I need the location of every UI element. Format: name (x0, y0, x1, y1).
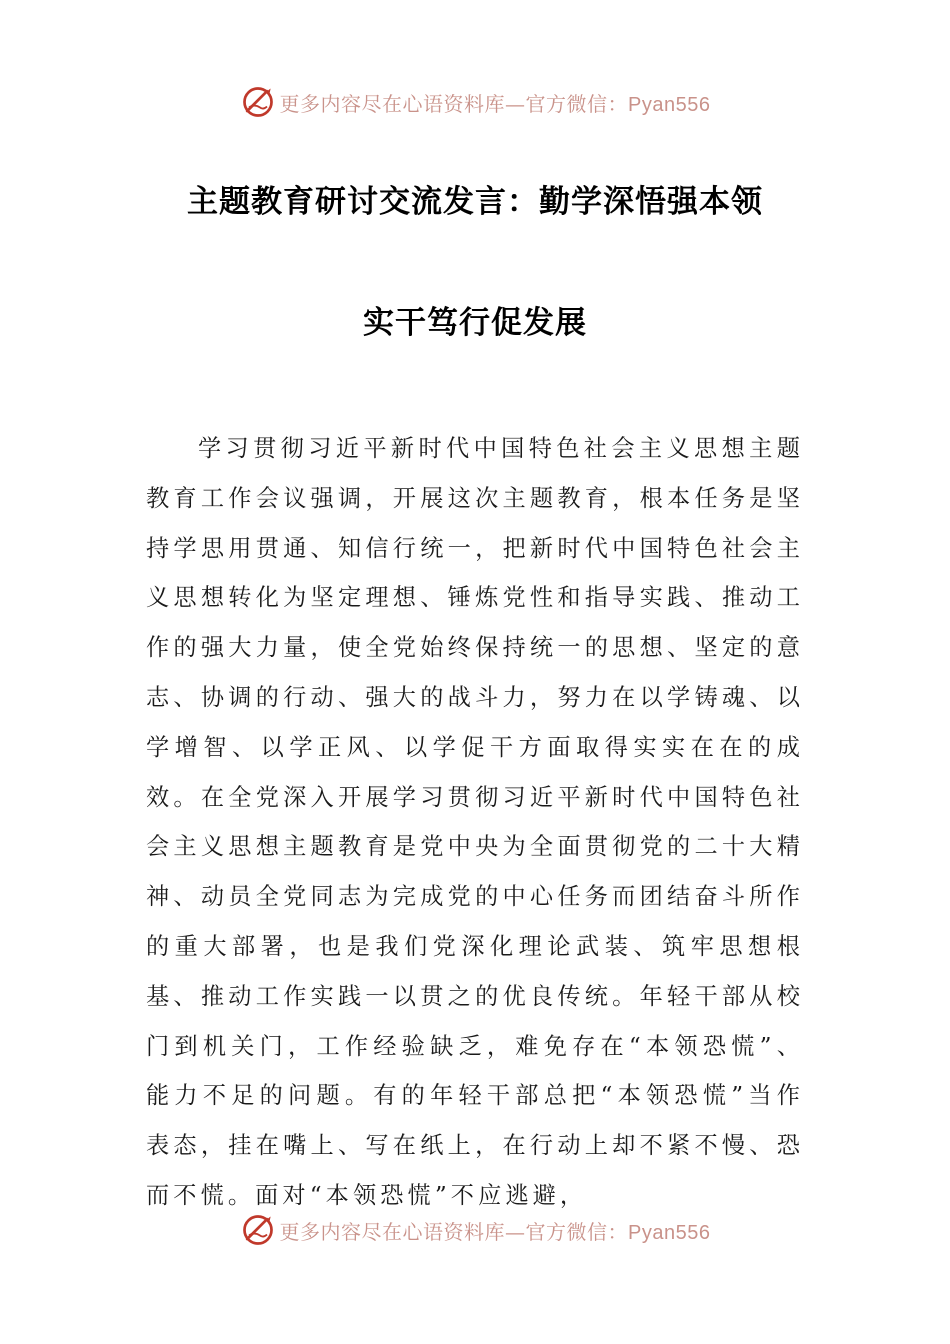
footer-banner-text (280, 1216, 711, 1245)
header-banner-label: 更多内容尽在心语资料库—官方微信： (279, 91, 629, 116)
document-title-line1: 主题教育研讨交流发言：勤学深悟强本领 (187, 184, 763, 220)
footer-wechat-id: Pyan556 (628, 1221, 711, 1244)
header-wechat-id: Pyan556 (628, 93, 711, 116)
pen-logo-icon (240, 1212, 276, 1248)
header-banner (0, 80, 950, 124)
header-banner-text (280, 88, 711, 117)
document-title-line2: 实干笃行促发展 (363, 305, 587, 341)
body-paragraph: 学习贯彻习近平新时代中国特色社会主义思想主题教育工作会议强调，开展这次主题教育，根本任务是坚持学思用贯通、知信行统一，把新时代中国特色社会主义思想转化为坚定理想、锤炼党性和指导实践、推动工作的强大力量，使全党始终保持统一的思想、坚定的意志、协调的行动、强大的战斗力，努力在以学铸魂、以学增智、以学正风、以学促干方面取得实实在在的成效。在全党深入开展学习贯彻习近平新时代中国特色社会主义思想主题教育是党中央为全面贯彻党的二十大精神、动员全党同志为完成党的中心任务而团结奋斗所作的重大部署，也是我们党深化理论武装、筑牢思想根基、推动工作实践一以贯之的优良传统。年轻干部从校门到机关门，工作经验缺乏，难免存在“本领恐慌”、能力不足的问题。有的年轻干部总把“本领恐慌”当作表态，挂在嘴上、写在纸上，在行动上却不紧不慢、恐而不慌。面对“本领恐慌”不应逃避， (146, 435, 804, 1209)
footer-banner-label: 更多内容尽在心语资料库—官方微信： (279, 1219, 629, 1244)
pen-logo-icon (240, 84, 276, 120)
footer-banner (0, 1208, 950, 1252)
